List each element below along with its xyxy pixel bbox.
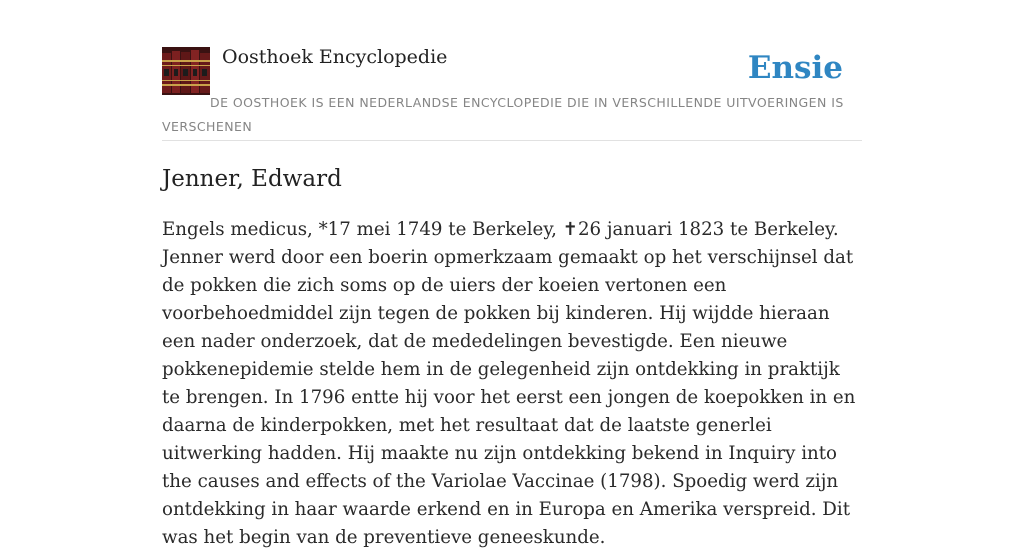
- article: [162, 160, 862, 552]
- brand-logo[interactable]: Ensie: [747, 50, 843, 86]
- article-body: Engels medicus, *17 mei 1749 te Berkeley, ✝26 januari 1823 te Berkeley. Jenner werd door een boerin opmerkzaam gemaakt op het verschijnsel dat de pokken die zich soms op de uiers der koeien vertonen een voorbehoedmiddel zijn tegen de pokken bij kinderen. Hij wijdde hieraan een nader onderzoek, dat de mededelingen bevestigde. Een nieuwe pokkenepidemie stelde hem in de gelegenheid zijn ontdekking in praktijk te brengen. In 1796 entte hij voor het eerst een jongen de koepokken in en daarna de kinderpokken, met het resultaat dat de laatste generlei uitwerking hadden. Hij maakte nu zijn ontdekking bekend in Inquiry into the causes and effects of the Variolae Vaccinae (1798). Spoedig werd zijn ontdekking in haar waarde erkend en in Europa en Amerika verspreid. Dit was het begin van de preventieve geneeskunde.: [162, 219, 856, 548]
- site-title[interactable]: Oosthoek Encyclopedie: [222, 46, 448, 68]
- site-tagline: DE OOSTHOEK IS EEN NEDERLANDSE ENCYCLOPEDIE DIE IN VERSCHILLENDE UITVOERINGEN IS VERSCHENEN: [162, 95, 844, 134]
- site-header: [162, 44, 862, 141]
- encyclopedia-books-icon[interactable]: [162, 47, 210, 95]
- article-title: Jenner, Edward: [162, 166, 342, 192]
